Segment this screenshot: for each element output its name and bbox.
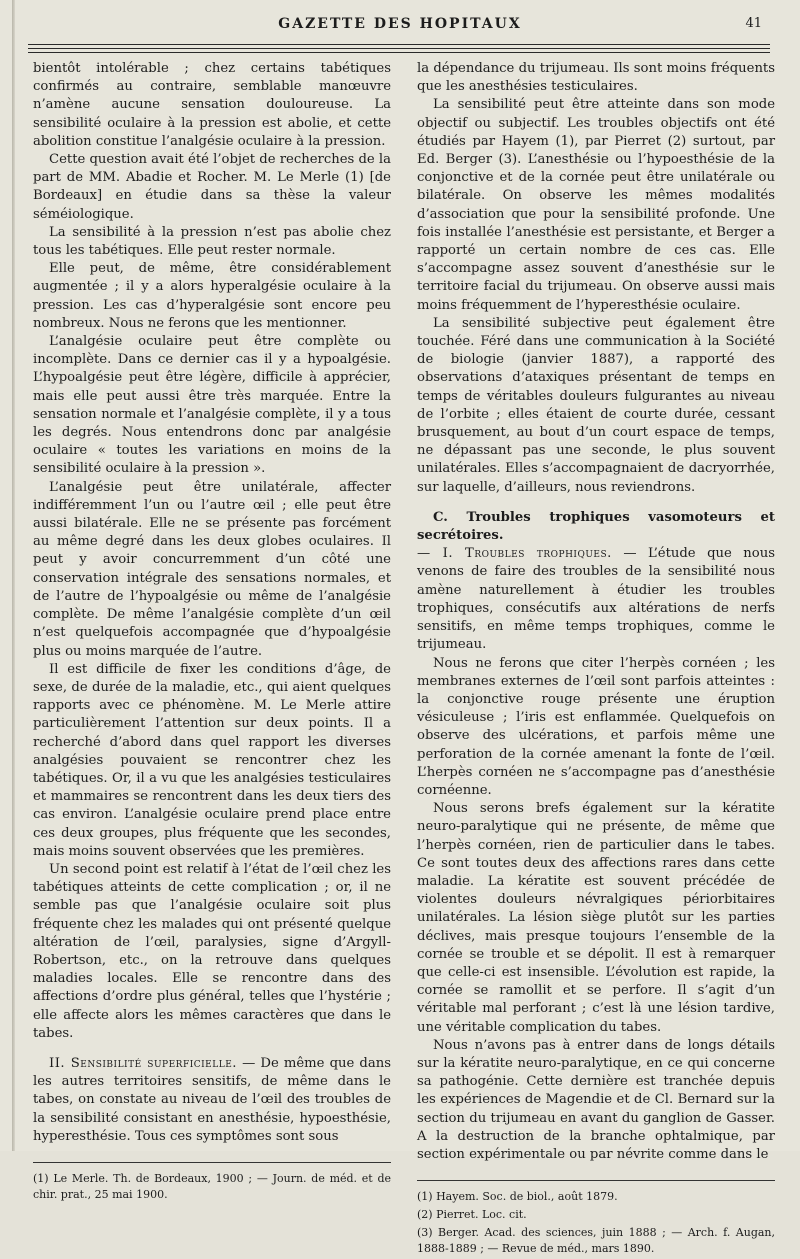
header-rule (28, 52, 770, 53)
page-header (30, 14, 770, 38)
paragraph: L’analgésie peut être unilatérale, affecter indifféremment l’un ou l’autre œil ; elle peut être aussi bilatérale. Elle ne se présente pas forcément au même degré dans les deux globes oculaires. Il peut y avoir concurremment d’un côté une conservation intégrale des sensations normales, et de l’autre de l’hypoalgésie ou même de l’analgésie complète. De même l’analgésie complète d’un œil n’est quelquefois accompagnée que d’hypoalgésie plus ou moins marquée de l’autre. (33, 479, 391, 659)
section-paragraph (33, 1055, 391, 1146)
paragraph: La sensibilité à la pression n’est pas abolie chez tous les tabétiques. Elle peut rester normale. (33, 224, 391, 259)
footnotes (417, 1189, 775, 1257)
header-rule (28, 48, 770, 49)
paragraph: Nous ne ferons que citer l’herpès cornéen ; les membranes externes de l’œil sont parfois atteintes : la conjonctive rouge présente une éruption vésiculeuse ; l’iris est enflammée. Quelquefois on observe des ulcérations, et parfois même une perforation de la cornée amenant la fonte de l’œil. L’herpès cornéen ne s’accompagne pas d’anesthésie cornéenne. (417, 655, 775, 798)
paragraph: Elle peut, de même, être considérablement augmentée ; il y a alors hyperalgésie oculaire à la pression. Les cas d’hyperalgésie sont encore peu nombreux. Nous ne ferons que les mentionner. (33, 261, 391, 331)
paragraph: La sensibilité peut être atteinte dans son mode objectif ou subjectif. Les troubles objectifs ont été étudiés par Hayem (1), par Pierret (2) surtout, par Ed. Berger (3). L’anesthésie ou l’hypoesthésie de la conjonctive et de la cornée peut être unilatérale ou bilatérale. On observe les mêmes modalités d’association que pour la sensibilité profonde. Une fois installée l’anesthésie est persistante, et Berger a rapporté un certain nombre de ces cas. Elle s’accompagne assez souvent d’anesthésie sur le territoire facial du trijumeau. On observe aussi mais moins fréquemment de l’hyperesthésie oculaire. (417, 97, 775, 313)
binding-edge (12, 0, 15, 1151)
subsection-label: — I. Troubles trophiques. (417, 546, 612, 562)
paragraph: La sensibilité subjective peut également être touchée. Féré dans une communication à la Société de biologie (janvier 1887), a rapporté des observations d’ataxiques présentant de temps en temps de véritables douleurs fulgurantes au niveau de l’orbite ; elles étaient de courte durée, cessant brusquement, au bout d’un court espace de temps, ne dépassant pas une seconde, le plus souvent unilatérales. Elles s’accompagnaient de dacryorrhée, sur laquelle, d’ailleurs, nous reviendrons. (417, 315, 775, 495)
footnote-divider (33, 1162, 391, 1163)
paragraph: la dépendance du trijumeau. Ils sont moins fréquents que les anesthésies testiculaires. (417, 61, 775, 95)
paragraph: Il est difficile de fixer les conditions d’âge, de sexe, de durée de la maladie, etc., qui aient quelques rapports avec ce phénomène. M. Le Merle attire particulièrement l’attention sur deux points. Il a recherché d’abord dans quel rapport les diverses analgésies pouvaient se rencontrer chez les tabétiques. Or, il a vu que les analgésies testiculaires et mammaires se rencontrent dans les deux tiers des cas environ. L’analgésie oculaire prend place entre ces deux groupes, plus fréquente que les secondes, mais moins souvent observées que les premières. (33, 661, 391, 859)
paragraph: Nous serons brefs également sur la kératite neuro-paralytique qui ne présente, de même que l’herpès cornéen, rien de particulier dans le tabes. Ce sont toutes deux des affections rares dans cette maladie. La kératite est souvent précédée de violentes douleurs névralgiques périorbitaires unilatérales. La lésion siège plutôt sur les parties déclives, mais presque toujours l’ensemble de la cornée se trouble et se dépolit. Il est à remarquer que celle-ci est insensible. L’évolution est rapide, la cornée se ramollit et se perfore. Il s’agit d’un véritable mal perforant ; c’est là une lésion tardive, une véritable complication du tabes. (417, 801, 775, 1035)
header-rule (28, 44, 770, 45)
footnote-divider (417, 1180, 775, 1181)
section-text: — De même que dans les autres territoires sensitifs, de même dans le tabes, on constate au niveau de l’œil des troubles de la sensibilité consistant en anesthésie, hypoesthésie, hyperesthésie. Tous ces symptômes sont sous (33, 1055, 391, 1144)
footnote: (1) Le Merle. Th. de Bordeaux, 1900 ; — Journ. de méd. et de chir. prat., 25 mai 1900. (33, 1171, 391, 1201)
section-label: II. Sensibilité superficielle. (49, 1055, 237, 1071)
page-number: 41 (745, 16, 762, 31)
footnotes (33, 1171, 391, 1203)
paragraph: Un second point est relatif à l’état de l’œil chez les tabétiques atteints de cette complication ; or, il ne semble pas que l’analgésie oculaire soit plus fréquente chez les malades qui ont présenté quelque altération de l’œil, paralysies, signe d’Argyll-Robertson, etc., on la retrouve dans quelques maladies locales. Elle se rencontre dans des affections d’ordre plus général, telles que l’hystérie ; elle affecte alors les mêmes caractères que dans le tabes. (33, 861, 391, 1041)
paragraph: L’analgésie oculaire peut être complète ou incomplète. Dans ce dernier cas il y a hypoalgésie. L’hypoalgésie peut être légère, difficile à apprécier, mais elle peut aussi être très marquée. Entre la sensation normale et l’analgésie complète, il y a tous les degrés. Nous entendrons donc par analgésie oculaire « toutes les variations en moins de la sensibilité oculaire à la pression ». (33, 334, 391, 477)
paragraph: bientôt intolérable ; chez certains tabétiques confirmés au contraire, semblable manœuvre n’amène aucune sensation douloureuse. La sensibilité oculaire à la pression est abolie, et cette abolition constitue l’analgésie oculaire à la pression. (33, 61, 391, 149)
section-heading: C. Troubles trophiques vasomoteurs et secrétoires. (417, 509, 775, 544)
paragraph: Nous n’avons pas à entrer dans de longs détails sur la kératite neuro-paralytique, en ce qui concerne sa pathogénie. Cette dernière est tranchée depuis les expériences de Magendie et de Cl. Bernard sur la section du trijumeau en avant du ganglion de Gasser. A la destruction de la branche ophtalmique, par section expérimentale ou par névrite comme dans le (417, 1037, 775, 1162)
subsection-paragraph (417, 545, 775, 654)
left-column (33, 60, 391, 1205)
right-column (417, 60, 775, 1259)
footnote: (3) Berger. Acad. des sciences, juin 1888 ; — Arch. f. Augan, 1888-1889 ; — Revue de méd., mars 1890. (417, 1226, 775, 1256)
footnote: (2) Pierret. Loc. cit. (417, 1208, 527, 1222)
paragraph: Cette question avait été l’objet de recherches de la part de MM. Abadie et Rocher. M. Le Merle (1) [de Bordeaux] en étudie dans sa thèse la valeur séméiologique. (33, 152, 391, 222)
running-title: GAZETTE DES HOPITAUX (278, 16, 522, 32)
subsection-text: — L’étude que nous venons de faire des troubles de la sensibilité nous amène naturellement à étudier les troubles trophiques, consécutifs aux altérations de nerfs sensitifs, en même temps trophiques, comme le trijumeau. (417, 546, 775, 653)
footnote: (1) Hayem. Soc. de biol., août 1879. (417, 1190, 618, 1204)
